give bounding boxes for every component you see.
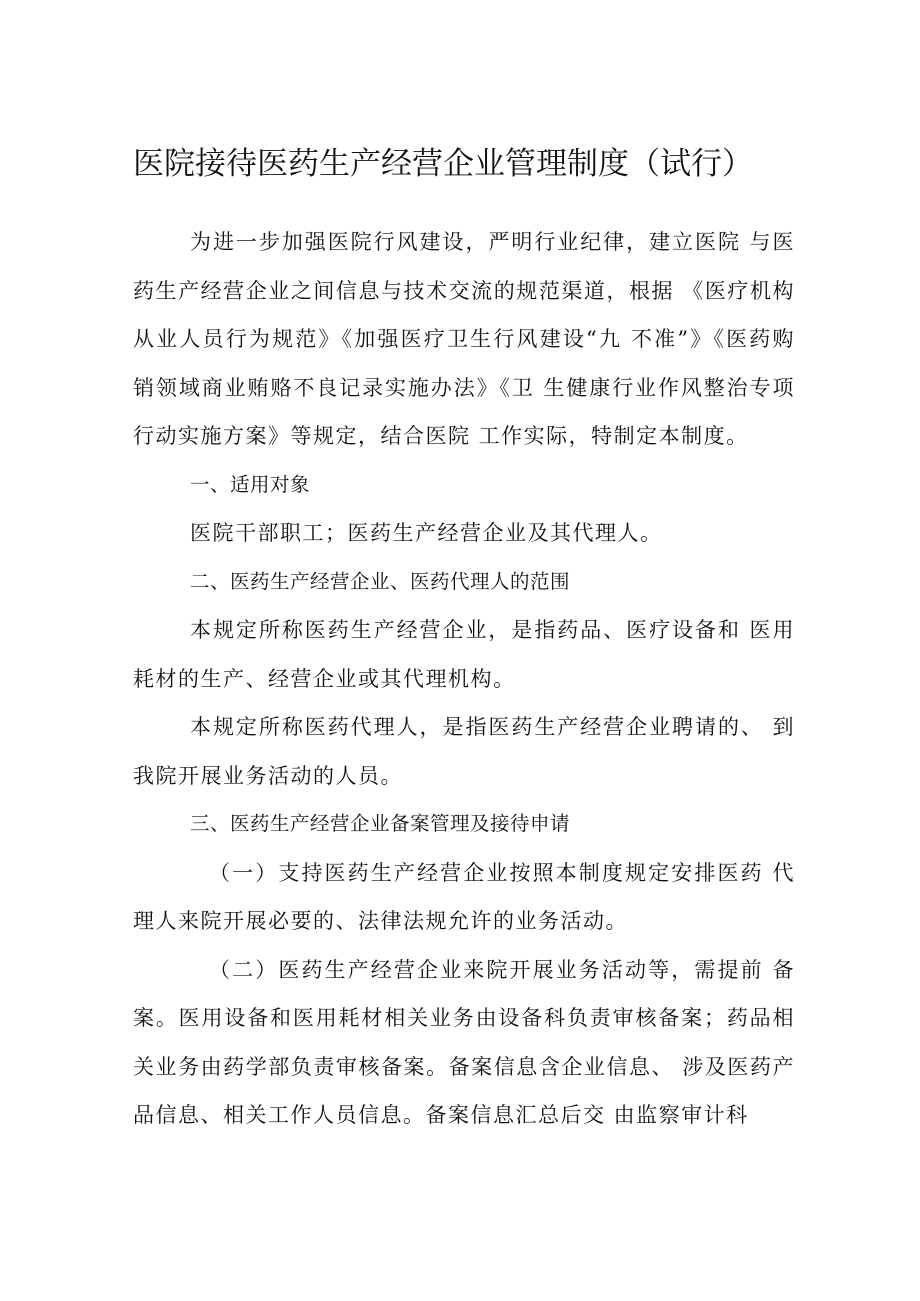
filing-item-1: （一）支持医药生产经营企业按照本制度规定安排医药 代理人来院开展必要的、法律法规允许的业务活动。 bbox=[133, 860, 795, 933]
document-body bbox=[133, 218, 795, 1140]
scope-paragraph: 医院干部职工；医药生产经营企业及其代理人。 bbox=[190, 521, 663, 545]
document-title: 医院接待医药生产经营企业管理制度（试行） bbox=[133, 146, 753, 182]
definition-agent-paragraph: 本规定所称医药代理人，是指医药生产经营企业聘请的、 到我院开展业务活动的人员。 bbox=[133, 715, 795, 788]
definition-enterprise-paragraph: 本规定所称医药生产经营企业，是指药品、医疗设备和 医用耗材的生产、经营企业或其代理机构。 bbox=[133, 618, 795, 691]
section-heading-definitions: 二、医药生产经营企业、医药代理人的范围 bbox=[190, 569, 571, 593]
filing-item-2: （二）医药生产经营企业来院开展业务活动等，需提前 备案。医用设备和医用耗材相关业务由设备科负责审核备案；药品相关业务由药学部负责审核备案。备案信息含企业信息、 涉及医药产品信息、相关工作人员信息。备案信息汇总后交 由监察审计科 bbox=[133, 957, 795, 1127]
section-heading-scope: 一、适用对象 bbox=[190, 472, 311, 496]
section-heading-filing: 三、医药生产经营企业备案管理及接待申请 bbox=[190, 812, 571, 835]
intro-paragraph: 为进一步加强医院行风建设，严明行业纪律，建立医院 与医药生产经营企业之间信息与技术交流的规范渠道，根据 《医疗机构从业人员行为规范》《加强医疗卫生行风建设“九 不准”》《医药购销领域商业贿赂不良记录实施办法》《卫 生健康行业作风整治专项行动实施方案》等规定，结合医院 工作实际，特制定本制度。 bbox=[133, 230, 795, 448]
